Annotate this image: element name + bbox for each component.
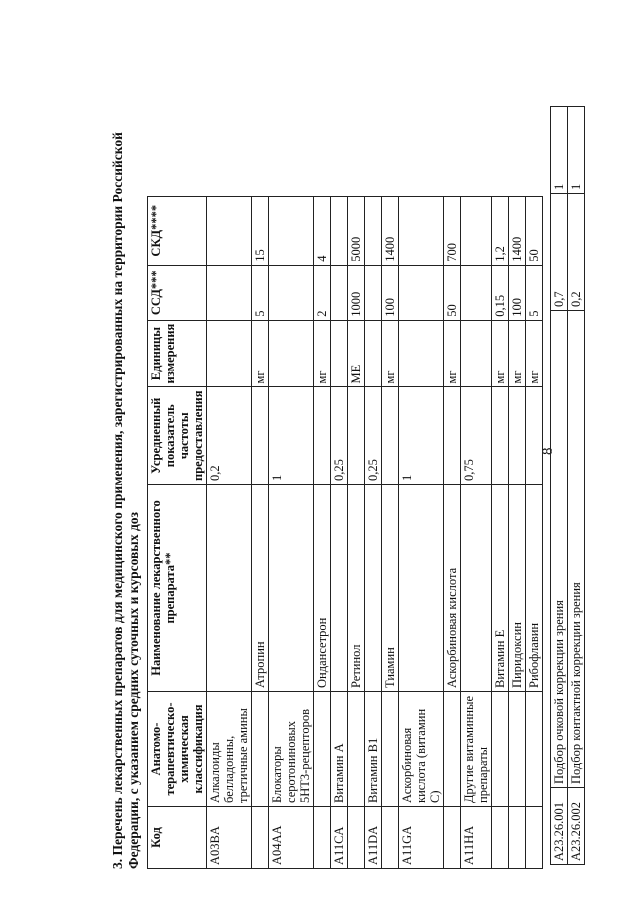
header-unit: Единицы измерения [148, 320, 207, 387]
empty-cell [348, 807, 365, 869]
ssd: 2 [314, 265, 331, 320]
skd: 700 [444, 196, 461, 265]
services-table [550, 106, 585, 865]
frequency: 0,25 [365, 387, 382, 485]
skd: 5000 [348, 196, 365, 265]
atc-code: A11HA [461, 807, 492, 869]
unit: мг [526, 320, 543, 387]
empty-cell [399, 196, 444, 265]
empty-cell [492, 692, 509, 807]
empty-cell [365, 196, 382, 265]
drug-row [526, 196, 543, 868]
empty-cell [461, 196, 492, 265]
ssd: 5 [526, 265, 543, 320]
empty-cell [399, 485, 444, 692]
frequency: 1 [399, 387, 444, 485]
empty-cell [365, 265, 382, 320]
empty-cell [348, 692, 365, 807]
frequency: 0,25 [331, 387, 348, 485]
group-row [399, 196, 444, 868]
empty-cell [444, 807, 461, 869]
empty-cell [207, 320, 252, 387]
drug-name: Витамин Е [492, 485, 509, 692]
unit: мг [444, 320, 461, 387]
drug-name: Ретинол [348, 485, 365, 692]
service-frequency: 0,2 [568, 194, 585, 311]
empty-cell [399, 265, 444, 320]
drug-row [382, 196, 399, 868]
atc-code: A11DA [365, 807, 382, 869]
ssd: 5 [252, 265, 269, 320]
empty-cell [382, 387, 399, 485]
skd: 4 [314, 196, 331, 265]
atc-name: Витамин B1 [365, 692, 382, 807]
empty-cell [269, 196, 314, 265]
atc-code: A11CA [331, 807, 348, 869]
service-code: A23.26.002 [568, 788, 585, 865]
unit: мг [382, 320, 399, 387]
empty-cell [207, 196, 252, 265]
table-row [551, 107, 568, 865]
empty-cell [314, 692, 331, 807]
drug-name-empty [207, 485, 252, 692]
ssd: 100 [509, 265, 526, 320]
empty-cell [382, 692, 399, 807]
frequency: 0,2 [207, 387, 252, 485]
drug-name: Пиридоксин [509, 485, 526, 692]
header-ssd: ССД*** [148, 265, 207, 320]
empty-cell [509, 387, 526, 485]
unit: МЕ [348, 320, 365, 387]
empty-cell [365, 320, 382, 387]
drug-name: Тиамин [382, 485, 399, 692]
service-frequency: 0,7 [551, 194, 568, 311]
empty-cell [526, 807, 543, 869]
header-skd: СКД**** [148, 196, 207, 265]
skd: 15 [252, 196, 269, 265]
empty-cell [461, 320, 492, 387]
frequency: 1 [269, 387, 314, 485]
header-frequency: Усредненный показатель частоты предоставления [148, 387, 207, 485]
group-row [365, 196, 382, 868]
table-row [568, 107, 585, 865]
empty-cell [314, 807, 331, 869]
empty-cell [365, 485, 382, 692]
atc-code: A11GA [399, 807, 444, 869]
atc-name: Блокаторы серотониновых 5HT3-рецепторов [269, 692, 314, 807]
frequency: 0,75 [461, 387, 492, 485]
service-code: A23.26.001 [551, 788, 568, 865]
header-row [148, 196, 207, 868]
empty-cell [331, 485, 348, 692]
header-atc: Анатомо-терапевтическо-химическая классификация [148, 692, 207, 807]
service-multiplicity: 1 [551, 107, 568, 194]
atc-name: Алкалоиды белладонны, третичные амины [207, 692, 252, 807]
empty-cell [526, 692, 543, 807]
empty-cell [331, 320, 348, 387]
empty-cell [331, 196, 348, 265]
section-title: 3. Перечень лекарственных препаратов для медицинского применения, зарегистрированных на территории Российской Федерации, с указанием средних суточных и курсовых доз [110, 132, 142, 869]
empty-cell [444, 692, 461, 807]
empty-cell [269, 265, 314, 320]
empty-cell [399, 320, 444, 387]
empty-cell [331, 265, 348, 320]
header-drug-name: Наименование лекарственного препарата** [148, 485, 207, 692]
empty-cell [526, 387, 543, 485]
atc-name: Аскорбиновая кислота (витамин С) [399, 692, 444, 807]
skd: 50 [526, 196, 543, 265]
empty-cell [252, 387, 269, 485]
group-row [269, 196, 314, 868]
unit: мг [252, 320, 269, 387]
ssd: 100 [382, 265, 399, 320]
group-row [331, 196, 348, 868]
unit: мг [509, 320, 526, 387]
drug-row [492, 196, 509, 868]
header-code: Код [148, 807, 207, 869]
empty-cell [492, 387, 509, 485]
empty-cell [382, 807, 399, 869]
unit: мг [492, 320, 509, 387]
atc-name: Витамин А [331, 692, 348, 807]
drug-row [444, 196, 461, 868]
ssd: 0,15 [492, 265, 509, 320]
empty-cell [252, 807, 269, 869]
empty-cell [444, 387, 461, 485]
skd: 1,2 [492, 196, 509, 265]
empty-cell [314, 387, 331, 485]
page-number: 8 [540, 447, 556, 455]
atc-code: A03BA [207, 807, 252, 869]
drug-row [348, 196, 365, 868]
empty-cell [207, 265, 252, 320]
drug-name: Ондансетрон [314, 485, 331, 692]
empty-cell [509, 807, 526, 869]
atc-code: A04AA [269, 807, 314, 869]
empty-cell [461, 485, 492, 692]
empty-cell [492, 807, 509, 869]
group-row [461, 196, 492, 868]
service-name: Подбор очковой коррекции зрения [551, 311, 568, 788]
drug-row [509, 196, 526, 868]
drug-name: Аскорбиновая кислота [444, 485, 461, 692]
group-row [207, 196, 252, 868]
unit: мг [314, 320, 331, 387]
empty-cell [269, 320, 314, 387]
drug-name: Атропин [252, 485, 269, 692]
drug-name: Рибофлавин [526, 485, 543, 692]
ssd: 1000 [348, 265, 365, 320]
empty-cell [269, 485, 314, 692]
service-name: Подбор контактной коррекции зрения [568, 311, 585, 788]
drug-row [252, 196, 269, 868]
service-multiplicity: 1 [568, 107, 585, 194]
empty-cell [461, 265, 492, 320]
empty-cell [348, 387, 365, 485]
atc-name: Другие витаминные препараты [461, 692, 492, 807]
skd: 1400 [509, 196, 526, 265]
medications-table [147, 196, 543, 869]
empty-cell [509, 692, 526, 807]
skd: 1400 [382, 196, 399, 265]
empty-cell [252, 692, 269, 807]
ssd: 50 [444, 265, 461, 320]
drug-row [314, 196, 331, 868]
